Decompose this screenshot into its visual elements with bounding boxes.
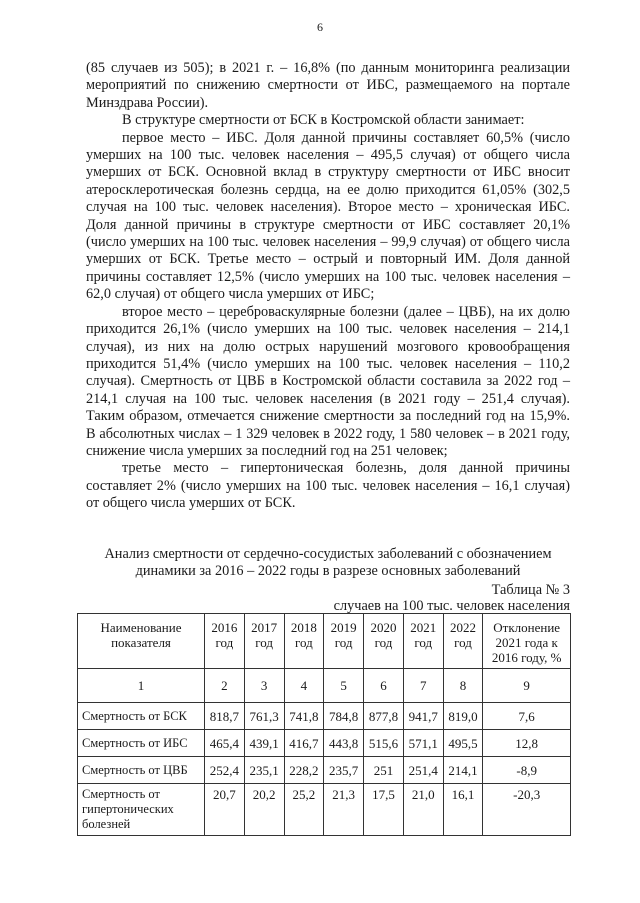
table-cell: 20,2 xyxy=(244,784,284,836)
table-cell: -20,3 xyxy=(483,784,571,836)
paragraph: (85 случаев из 505); в 2021 г. – 16,8% (по данным мониторинга реализации мероприятий по снижению смертности от ИБС, размещаемого на портале Минздрава России). xyxy=(86,60,570,111)
index-cell: 3 xyxy=(244,669,284,703)
column-header: 2016 год xyxy=(205,614,245,669)
index-cell: 4 xyxy=(284,669,324,703)
paragraph: второе место – цереброваскулярные болезни (далее – ЦВБ), на их долю приходится 26,1% (число умерших на 100 тыс. человек населения – 214,1 случая), из них на долю острых нарушений мозгового кровообращения приходится 51,4% (число умерших на 100 тыс. человек населения – 110,2 случая). Смертность от ЦВБ в Костромской области составила за 2022 год – 214,1 случая на 100 тыс. человек населения (в 2021 году – 251,4 случая). Таким образом, отмечается снижение смертности за последний год на 15,9%. В абсолютных числах – 1 329 человек в 2022 году, 1 580 человек – в 2021 году, снижение числа умерших за последний год на 251 человек; xyxy=(86,303,570,459)
body-text xyxy=(86,60,570,513)
table-cell: 819,0 xyxy=(443,703,483,730)
table-number: Таблица № 3 xyxy=(491,582,570,598)
index-cell: 5 xyxy=(324,669,364,703)
table-row xyxy=(78,757,571,784)
table-header-row xyxy=(78,614,571,669)
column-header: 2019 год xyxy=(324,614,364,669)
table-cell: 20,7 xyxy=(205,784,245,836)
page-number: 6 xyxy=(317,20,323,34)
table-cell: 439,1 xyxy=(244,730,284,757)
column-header: Отклонение 2021 года к 2016 году, % xyxy=(483,614,571,669)
table-cell: 443,8 xyxy=(324,730,364,757)
table-cell: 16,1 xyxy=(443,784,483,836)
table-title: Анализ смертности от сердечно-сосудистых заболеваний с обозначением динамики за 2016 – 2022 годы в разрезе основных заболеваний xyxy=(104,546,552,580)
paragraph: В структуре смертности от БСК в Костромской области занимает: xyxy=(122,112,525,129)
table-cell: 21,0 xyxy=(403,784,443,836)
table-cell: 25,2 xyxy=(284,784,324,836)
index-cell: 9 xyxy=(483,669,571,703)
column-header: 2020 год xyxy=(364,614,404,669)
table-cell: 251 xyxy=(364,757,404,784)
table-cell: 252,4 xyxy=(205,757,245,784)
row-label: Смертность от БСК xyxy=(78,703,205,730)
table-row xyxy=(78,784,571,836)
paragraph: третье место – гипертоническая болезнь, доля данной причины составляет 2% (число умерших на 100 тыс. человек населения – 16,1 случая) от общего числа умерших от БСК. xyxy=(86,460,570,512)
table-cell: 12,8 xyxy=(483,730,571,757)
paragraph: первое место – ИБС. Доля данной причины составляет 60,5% (число умерших на 100 тыс. человек населения – 495,5 случая) от общего числа умерших от БСК. Основной вклад в структуру смертности от ИБС вносит атеросклеротическая болезнь сердца, на ее долю приходится 61,05% (302,5 случая на 100 тыс. человек населения). Второе место – хроническая ИБС. Доля данной причины в структуре смертности от ИБС составляет 20,1% (число умерших на 100 тыс. человек населения – 99,9 случая) от общего числа умерших от БСК. Третье место – острый и повторный ИМ. Доля данной причины составляет 12,5% (число умерших на 100 тыс. человек населения – 62,0 случая) от общего числа умерших от ИБС; xyxy=(86,129,570,303)
mortality-table xyxy=(77,613,571,836)
table-cell: 515,6 xyxy=(364,730,404,757)
table-cell: 21,3 xyxy=(324,784,364,836)
table-cell: 17,5 xyxy=(364,784,404,836)
table-unit: случаев на 100 тыс. человек населения xyxy=(333,598,570,614)
table-row xyxy=(78,730,571,757)
table-cell: 235,7 xyxy=(324,757,364,784)
table-cell: 741,8 xyxy=(284,703,324,730)
index-cell: 6 xyxy=(364,669,404,703)
table-cell: 465,4 xyxy=(205,730,245,757)
row-label: Смертность от гипертонических болезней xyxy=(78,784,205,836)
table-cell: 235,1 xyxy=(244,757,284,784)
table-index-row xyxy=(78,669,571,703)
table-cell: 7,6 xyxy=(483,703,571,730)
table-cell: 214,1 xyxy=(443,757,483,784)
table-cell: 416,7 xyxy=(284,730,324,757)
table-cell: 761,3 xyxy=(244,703,284,730)
table-row xyxy=(78,703,571,730)
table-cell: 228,2 xyxy=(284,757,324,784)
row-label: Смертность от ЦВБ xyxy=(78,757,205,784)
column-header: 2021 год xyxy=(403,614,443,669)
index-cell: 1 xyxy=(78,669,205,703)
column-header: Наименование показателя xyxy=(78,614,205,669)
table-cell: 818,7 xyxy=(205,703,245,730)
table-cell: 251,4 xyxy=(403,757,443,784)
table-cell: 495,5 xyxy=(443,730,483,757)
column-header: 2018 год xyxy=(284,614,324,669)
index-cell: 8 xyxy=(443,669,483,703)
table-cell: 941,7 xyxy=(403,703,443,730)
column-header: 2022 год xyxy=(443,614,483,669)
column-header: 2017 год xyxy=(244,614,284,669)
index-cell: 7 xyxy=(403,669,443,703)
table-cell: 571,1 xyxy=(403,730,443,757)
index-cell: 2 xyxy=(205,669,245,703)
row-label: Смертность от ИБС xyxy=(78,730,205,757)
table-cell: -8,9 xyxy=(483,757,571,784)
table-cell: 784,8 xyxy=(324,703,364,730)
table-cell: 877,8 xyxy=(364,703,404,730)
